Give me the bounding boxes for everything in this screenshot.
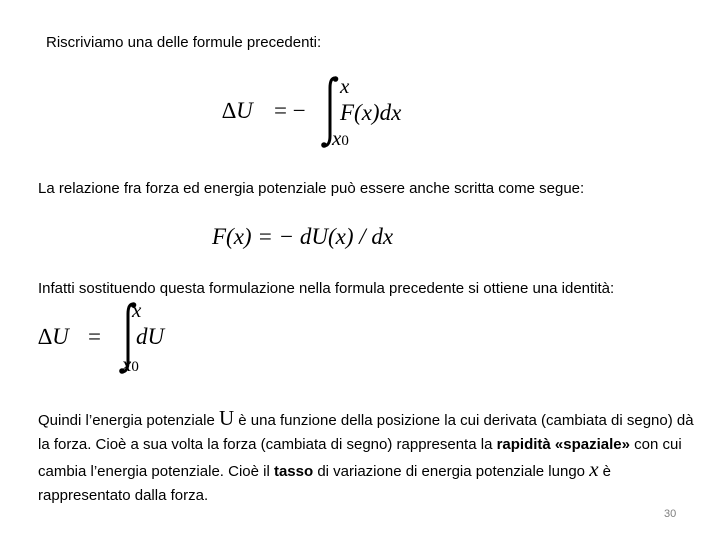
- conclusion-part-5: è rappresentato dalla forza.: [38, 463, 612, 504]
- infatti-text: Infatti sostituendo questa formulazione nella formula precedente si ottiene una identità:: [38, 280, 615, 297]
- equation-force-derivative: F(x) = − dU(x) / dx: [212, 224, 394, 249]
- eq3-integrand: dU: [136, 324, 165, 349]
- equation-delta-u-integral-du: [38, 296, 238, 386]
- eq1-integrand: F(x)dx: [340, 100, 402, 125]
- delta-symbol: ∆: [222, 98, 237, 123]
- inline-var-u: U: [218, 406, 235, 430]
- equation-delta-u-integral-f: [222, 70, 462, 160]
- eq3-lower-limit: [122, 352, 139, 377]
- relation-text: La relazione fra forza ed energia potenziale può essere anche scritta come segue:: [38, 180, 585, 197]
- inline-var-x: x: [589, 457, 599, 481]
- conclusion-part-2: è una funzione della posizione la cui derivata (cambiata di segno) dà la forza. Cioè a sua volta la forza (cambiata di segno) rappresenta la: [38, 412, 694, 453]
- eq1-lower-limit: [332, 126, 349, 151]
- conclusion-part-1: Quindi l’energia potenziale: [38, 412, 219, 429]
- delta-symbol: ∆: [38, 324, 53, 349]
- eq3-upper-limit: x: [132, 298, 142, 322]
- eq3-var-u: U: [52, 324, 69, 349]
- conclusion-part-3: con cui cambia l’energia potenziale. Cioè il: [38, 436, 682, 480]
- page-number: 30: [664, 508, 677, 520]
- intro-text: Riscriviamo una delle formule precedenti:: [46, 34, 322, 51]
- bold-rapidita-spaziale: rapidità «spaziale»: [496, 436, 630, 453]
- eq3-lhs: [38, 324, 69, 350]
- conclusion-part-4: di variazione di energia potenziale lungo: [313, 463, 590, 480]
- eq3-equals: =: [88, 324, 101, 349]
- eq3-lower-sub: 0: [131, 359, 139, 375]
- eq1-equals-minus: = −: [274, 98, 306, 123]
- conclusion-paragraph: [38, 406, 698, 508]
- eq1-var-u: U: [236, 98, 253, 123]
- eq3-lower-var: x: [122, 352, 132, 376]
- bold-tasso: tasso: [273, 463, 314, 480]
- eq1-lhs: [222, 98, 253, 124]
- eq1-lower-var: x: [332, 126, 342, 150]
- eq1-upper-limit: x: [340, 74, 350, 98]
- eq1-lower-sub: 0: [341, 133, 349, 149]
